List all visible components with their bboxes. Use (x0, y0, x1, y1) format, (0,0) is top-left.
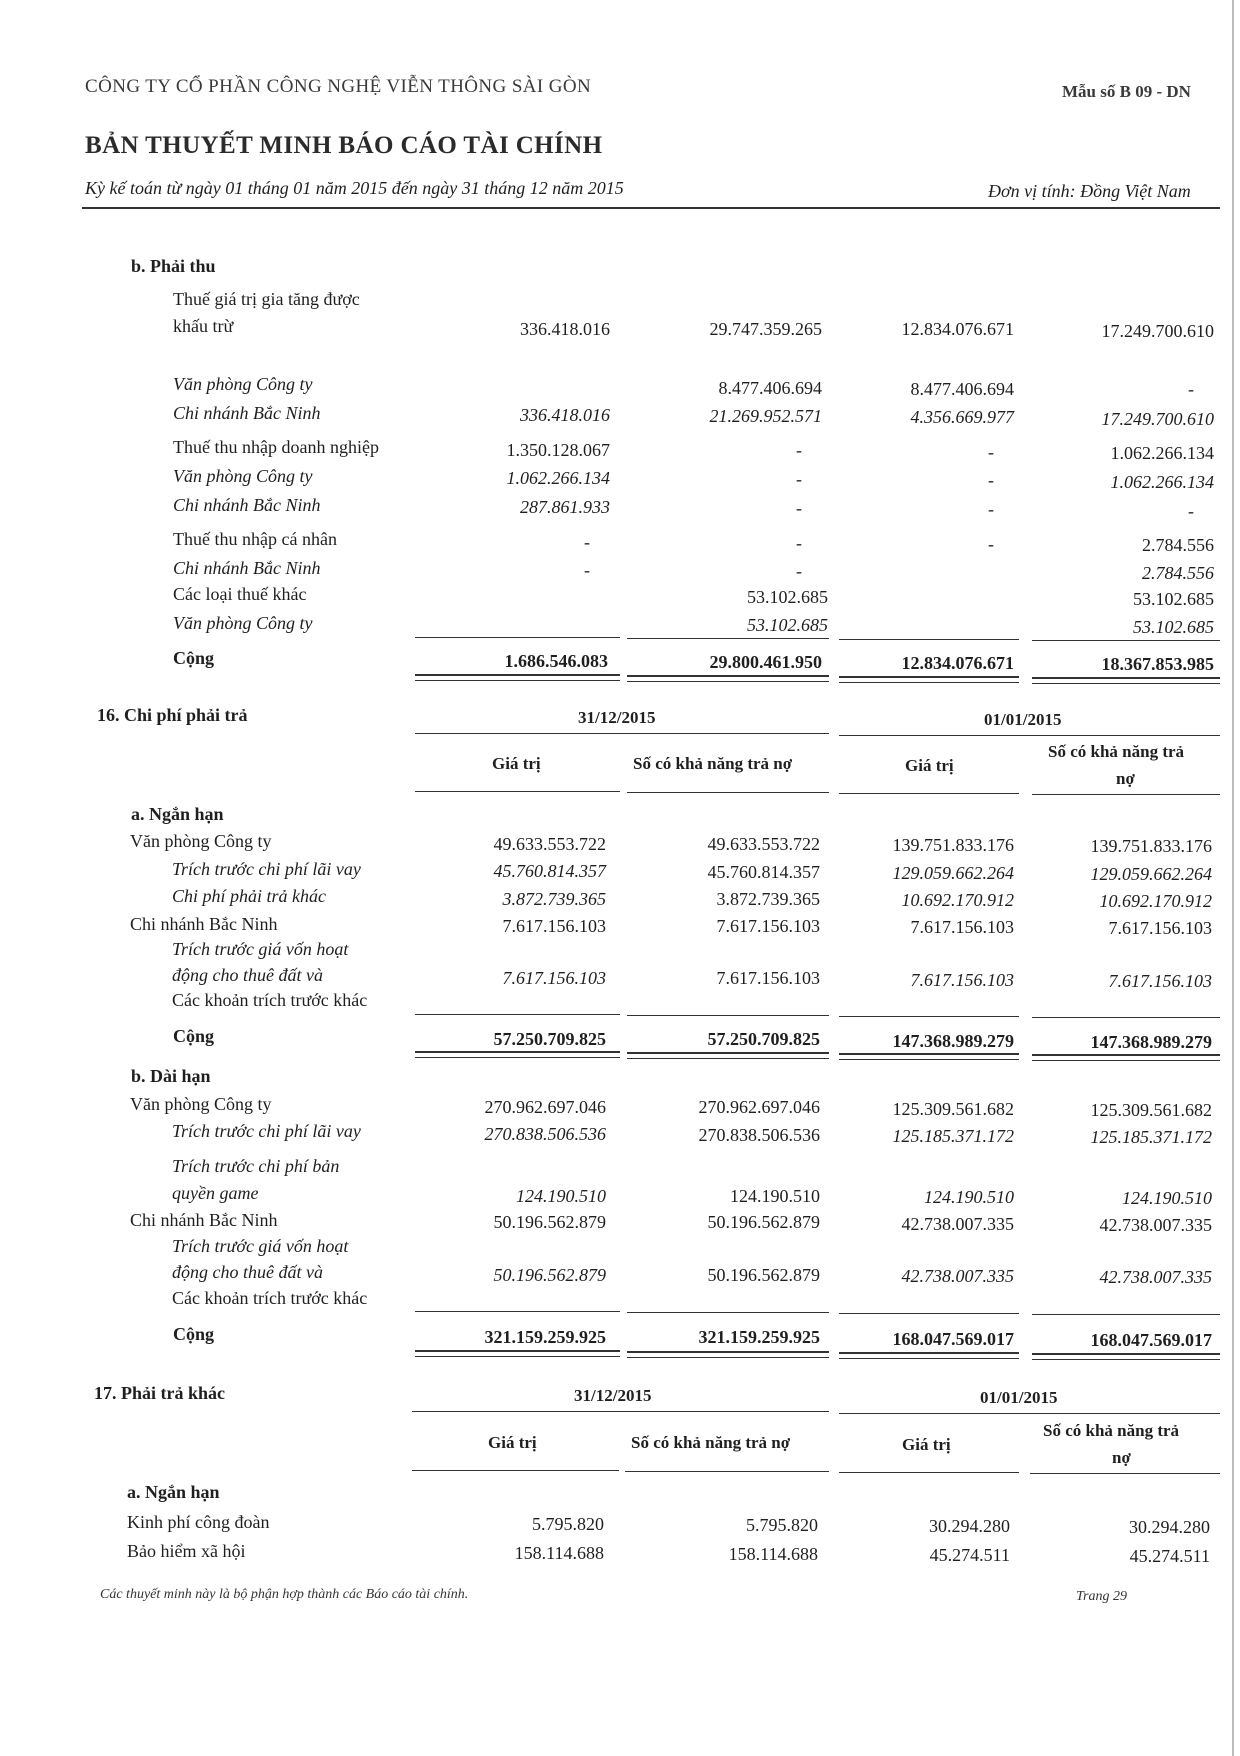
subtotal-rule (627, 638, 829, 639)
date-underline (415, 733, 829, 734)
subtotal-rule (415, 1311, 620, 1312)
row-label: Văn phòng Công ty (173, 613, 313, 633)
cell-value: 2.784.556 (1142, 535, 1214, 555)
row-label: Trích trước giá vốn hoạt (172, 939, 349, 959)
subtotal-rule (1032, 1017, 1220, 1018)
cell-value: 7.617.156.103 (502, 968, 606, 988)
cell-value: 10.692.170.912 (901, 890, 1014, 910)
total-label: Cộng (173, 1026, 215, 1046)
row-label: Trích trước chi phí lãi vay (172, 859, 361, 879)
cell-value: - (988, 470, 994, 490)
total-value: 57.250.709.825 (707, 1029, 820, 1049)
cell-value: 42.738.007.335 (901, 1214, 1014, 1234)
note17-date-prior: 01/01/2015 (980, 1388, 1058, 1407)
cell-value: 158.114.688 (728, 1544, 818, 1564)
row-label: Văn phòng Công ty (130, 831, 272, 851)
total-value: 168.047.569.017 (1090, 1330, 1212, 1350)
row-label: quyền game (172, 1183, 259, 1203)
cell-value: 49.633.553.722 (493, 834, 606, 854)
cell-value: 336.418.016 (520, 405, 610, 425)
cell-value: 124.190.510 (924, 1187, 1014, 1207)
document-title: BẢN THUYẾT MINH BÁO CÁO TÀI CHÍNH (85, 132, 603, 159)
cell-value: 125.185.371.172 (892, 1126, 1014, 1146)
subtotal-rule (415, 1014, 620, 1015)
cell-value: - (796, 469, 802, 489)
cell-value: 5.795.820 (746, 1515, 818, 1535)
cell-value: 42.738.007.335 (901, 1266, 1014, 1286)
total-double-rule (627, 1052, 829, 1059)
cell-value: 42.738.007.335 (1099, 1267, 1212, 1287)
row-label: Các loại thuế khác (173, 584, 307, 604)
total-double-rule (415, 1051, 620, 1058)
cell-value: 17.249.700.610 (1101, 321, 1214, 341)
scan-edge (1232, 0, 1234, 1756)
total-double-rule (415, 674, 620, 681)
cell-value: 50.196.562.879 (707, 1265, 820, 1285)
row-label: Chi nhánh Bắc Ninh (130, 914, 278, 934)
total-value: 321.159.259.925 (484, 1327, 606, 1347)
cell-value: - (584, 560, 590, 580)
subtotal-rule (627, 1312, 829, 1313)
cell-value: 270.838.506.536 (698, 1125, 820, 1145)
footer-note: Các thuyết minh này là bộ phận hợp thành các Báo cáo tài chính. (100, 1587, 469, 1602)
cell-value: 270.838.506.536 (484, 1124, 606, 1144)
cell-value: 7.617.156.103 (910, 917, 1014, 937)
total-value: 168.047.569.017 (892, 1329, 1014, 1349)
cell-value: 49.633.553.722 (707, 834, 820, 854)
total-value: 321.159.259.925 (698, 1327, 820, 1347)
total-double-rule (1032, 1353, 1220, 1360)
cell-value: 3.872.739.365 (502, 889, 606, 909)
col-payable-header: Số có khả năng trả nợ (631, 1433, 791, 1452)
cell-value: 124.190.510 (730, 1186, 820, 1206)
cell-value: 8.477.406.694 (718, 378, 822, 398)
cell-value: 336.418.016 (520, 319, 610, 339)
company-name: CÔNG TY CỔ PHẦN CÔNG NGHỆ VIỄN THÔNG SÀI GÒN (85, 76, 592, 97)
row-label: khấu trừ (173, 316, 234, 336)
cell-value: 1.062.266.134 (1110, 443, 1214, 463)
cell-value: - (1188, 379, 1194, 399)
cell-value: 270.962.697.046 (484, 1097, 606, 1117)
header-divider (82, 207, 1220, 209)
cell-value: - (796, 561, 802, 581)
cell-value: 53.102.685 (1133, 589, 1214, 609)
total-value: 1.686.546.083 (504, 651, 608, 671)
row-label: Chi nhánh Bắc Ninh (130, 1210, 278, 1230)
row-label: Trích trước chi phí lãi vay (172, 1121, 361, 1141)
total-double-rule (839, 1053, 1019, 1060)
subtotal-rule (839, 1313, 1019, 1314)
subtotal-rule (415, 637, 620, 638)
cell-value: 139.751.833.176 (1090, 836, 1212, 856)
cell-value: 2.784.556 (1142, 563, 1214, 583)
cell-value: 53.102.685 (747, 587, 828, 607)
cell-value: 124.190.510 (516, 1186, 606, 1206)
cell-value: 50.196.562.879 (493, 1212, 606, 1232)
subtotal-rule (1032, 640, 1220, 641)
header-rule (627, 792, 829, 793)
col-payable-header: Số có khả năng trả nợ (633, 754, 793, 773)
total-value: 29.800.461.950 (709, 652, 822, 672)
cell-value: - (988, 442, 994, 462)
cell-value: 158.114.688 (514, 1543, 604, 1563)
cell-value: 129.059.662.264 (1090, 864, 1212, 884)
total-double-rule (1032, 1054, 1220, 1061)
cell-value: 7.617.156.103 (1108, 971, 1212, 991)
cell-value: 5.795.820 (532, 1514, 604, 1534)
cell-value: 129.059.662.264 (892, 863, 1014, 883)
cell-value: 4.356.669.977 (910, 407, 1014, 427)
total-double-rule (839, 676, 1019, 683)
col-value-header: Giá trị (905, 756, 954, 775)
long-term-heading: b. Dài hạn (131, 1066, 211, 1086)
header-rule (1030, 1473, 1220, 1474)
row-label: Văn phòng Công ty (173, 466, 313, 486)
cell-value: - (1188, 501, 1194, 521)
total-double-rule (839, 1352, 1019, 1359)
cell-value: 7.617.156.103 (1108, 918, 1212, 938)
reporting-period: Kỳ kế toán từ ngày 01 tháng 01 năm 2015 đến ngày 31 tháng 12 năm 2015 (85, 178, 624, 198)
total-value: 12.834.076.671 (901, 653, 1014, 673)
row-label: Chi phí phải trả khác (172, 886, 326, 906)
cell-value: - (584, 532, 590, 552)
row-label: Các khoản trích trước khác (172, 1288, 368, 1308)
row-label: Bảo hiểm xã hội (127, 1541, 246, 1561)
row-label: động cho thuê đất và (172, 965, 323, 985)
cell-value: 125.185.371.172 (1090, 1127, 1212, 1147)
cell-value: 53.102.685 (747, 615, 828, 635)
col-value-header: Giá trị (902, 1435, 951, 1454)
row-label: Thuế giá trị gia tăng được (173, 289, 360, 309)
row-label: động cho thuê đất và (172, 1262, 323, 1282)
header-rule (412, 1470, 619, 1471)
row-label: Chi nhánh Bắc Ninh (173, 495, 321, 515)
col-payable-header: Số có khả năng trả (1043, 1421, 1180, 1440)
cell-value: 29.747.359.265 (709, 319, 822, 339)
date-underline (839, 1413, 1220, 1414)
cell-value: 7.617.156.103 (716, 968, 820, 988)
cell-value: 42.738.007.335 (1099, 1215, 1212, 1235)
total-double-rule (1032, 677, 1220, 684)
col-payable-header: Số có khả năng trả (1048, 742, 1185, 761)
row-label: Trích trước giá vốn hoạt (172, 1236, 349, 1256)
cell-value: 3.872.739.365 (716, 889, 820, 909)
col-payable-header-cont: nợ (1116, 769, 1135, 788)
short-term-heading: a. Ngắn hạn (131, 804, 224, 824)
row-label: Các khoản trích trước khác (172, 990, 368, 1010)
total-label: Cộng (173, 648, 215, 668)
subtotal-rule (1032, 1314, 1220, 1315)
cell-value: 7.617.156.103 (502, 916, 606, 936)
currency-unit: Đơn vị tính: Đồng Việt Nam (988, 181, 1191, 201)
cell-value: - (796, 533, 802, 553)
cell-value: 45.274.511 (1129, 1546, 1210, 1566)
header-rule (625, 1471, 829, 1472)
total-double-rule (627, 1351, 829, 1358)
total-double-rule (627, 675, 829, 682)
cell-value: 17.249.700.610 (1101, 409, 1214, 429)
row-label: Chi nhánh Bắc Ninh (173, 403, 321, 423)
header-rule (1032, 794, 1220, 795)
short-term-heading: a. Ngắn hạn (127, 1482, 220, 1502)
cell-value: 30.294.280 (929, 1516, 1010, 1536)
subtotal-rule (839, 639, 1019, 640)
cell-value: - (988, 534, 994, 554)
header-rule (839, 793, 1019, 794)
cell-value: 1.062.266.134 (1110, 472, 1214, 492)
cell-value: - (796, 440, 802, 460)
col-payable-header-cont: nợ (1112, 1448, 1131, 1467)
row-label: Trích trước chi phí bản (172, 1156, 340, 1176)
cell-value: 45.760.814.357 (493, 861, 606, 881)
date-underline (839, 735, 1220, 736)
note16-heading: 16. Chi phí phải trả (97, 705, 248, 725)
subtotal-rule (627, 1015, 829, 1016)
total-value: 147.368.989.279 (1090, 1032, 1212, 1052)
row-label: Chi nhánh Bắc Ninh (173, 558, 321, 578)
cell-value: 125.309.561.682 (892, 1099, 1014, 1119)
page-number: Trang 29 (1076, 1589, 1127, 1604)
total-double-rule (415, 1350, 620, 1357)
cell-value: 270.962.697.046 (698, 1097, 820, 1117)
cell-value: 7.617.156.103 (910, 970, 1014, 990)
cell-value: 45.274.511 (929, 1545, 1010, 1565)
cell-value: 12.834.076.671 (901, 319, 1014, 339)
total-value: 57.250.709.825 (493, 1029, 606, 1049)
row-label: Thuế thu nhập doanh nghiệp (173, 437, 379, 457)
note17-date-current: 31/12/2015 (574, 1386, 652, 1405)
header-rule (415, 791, 620, 792)
subtotal-rule (839, 1016, 1019, 1017)
row-label: Văn phòng Công ty (173, 374, 313, 394)
header-rule (839, 1472, 1019, 1473)
cell-value: 30.294.280 (1129, 1517, 1210, 1537)
cell-value: 50.196.562.879 (707, 1212, 820, 1232)
cell-value: 50.196.562.879 (493, 1265, 606, 1285)
cell-value: 53.102.685 (1133, 617, 1214, 637)
total-value: 147.368.989.279 (892, 1031, 1014, 1051)
cell-value: 10.692.170.912 (1099, 891, 1212, 911)
receivables-heading: b. Phải thu (131, 256, 216, 276)
form-number: Mẫu số B 09 - DN (1062, 82, 1191, 101)
cell-value: 287.861.933 (520, 497, 610, 517)
cell-value: 1.062.266.134 (506, 468, 610, 488)
cell-value: 8.477.406.694 (910, 379, 1014, 399)
total-value: 18.367.853.985 (1101, 654, 1214, 674)
cell-value: 45.760.814.357 (707, 862, 820, 882)
cell-value: 125.309.561.682 (1090, 1100, 1212, 1120)
cell-value: 7.617.156.103 (716, 916, 820, 936)
cell-value: - (988, 499, 994, 519)
row-label: Văn phòng Công ty (130, 1094, 272, 1114)
note17-heading: 17. Phải trả khác (94, 1383, 226, 1403)
col-value-header: Giá trị (488, 1433, 537, 1452)
note16-date-current: 31/12/2015 (578, 708, 656, 727)
total-label: Cộng (173, 1324, 215, 1344)
cell-value: 1.350.128.067 (506, 440, 610, 460)
row-label: Thuế thu nhập cá nhân (173, 529, 337, 549)
date-underline (412, 1411, 829, 1412)
row-label: Kinh phí công đoàn (127, 1512, 270, 1532)
cell-value: - (796, 498, 802, 518)
cell-value: 21.269.952.571 (709, 406, 822, 426)
cell-value: 124.190.510 (1122, 1188, 1212, 1208)
col-value-header: Giá trị (492, 754, 541, 773)
cell-value: 139.751.833.176 (892, 835, 1014, 855)
note16-date-prior: 01/01/2015 (984, 710, 1062, 729)
